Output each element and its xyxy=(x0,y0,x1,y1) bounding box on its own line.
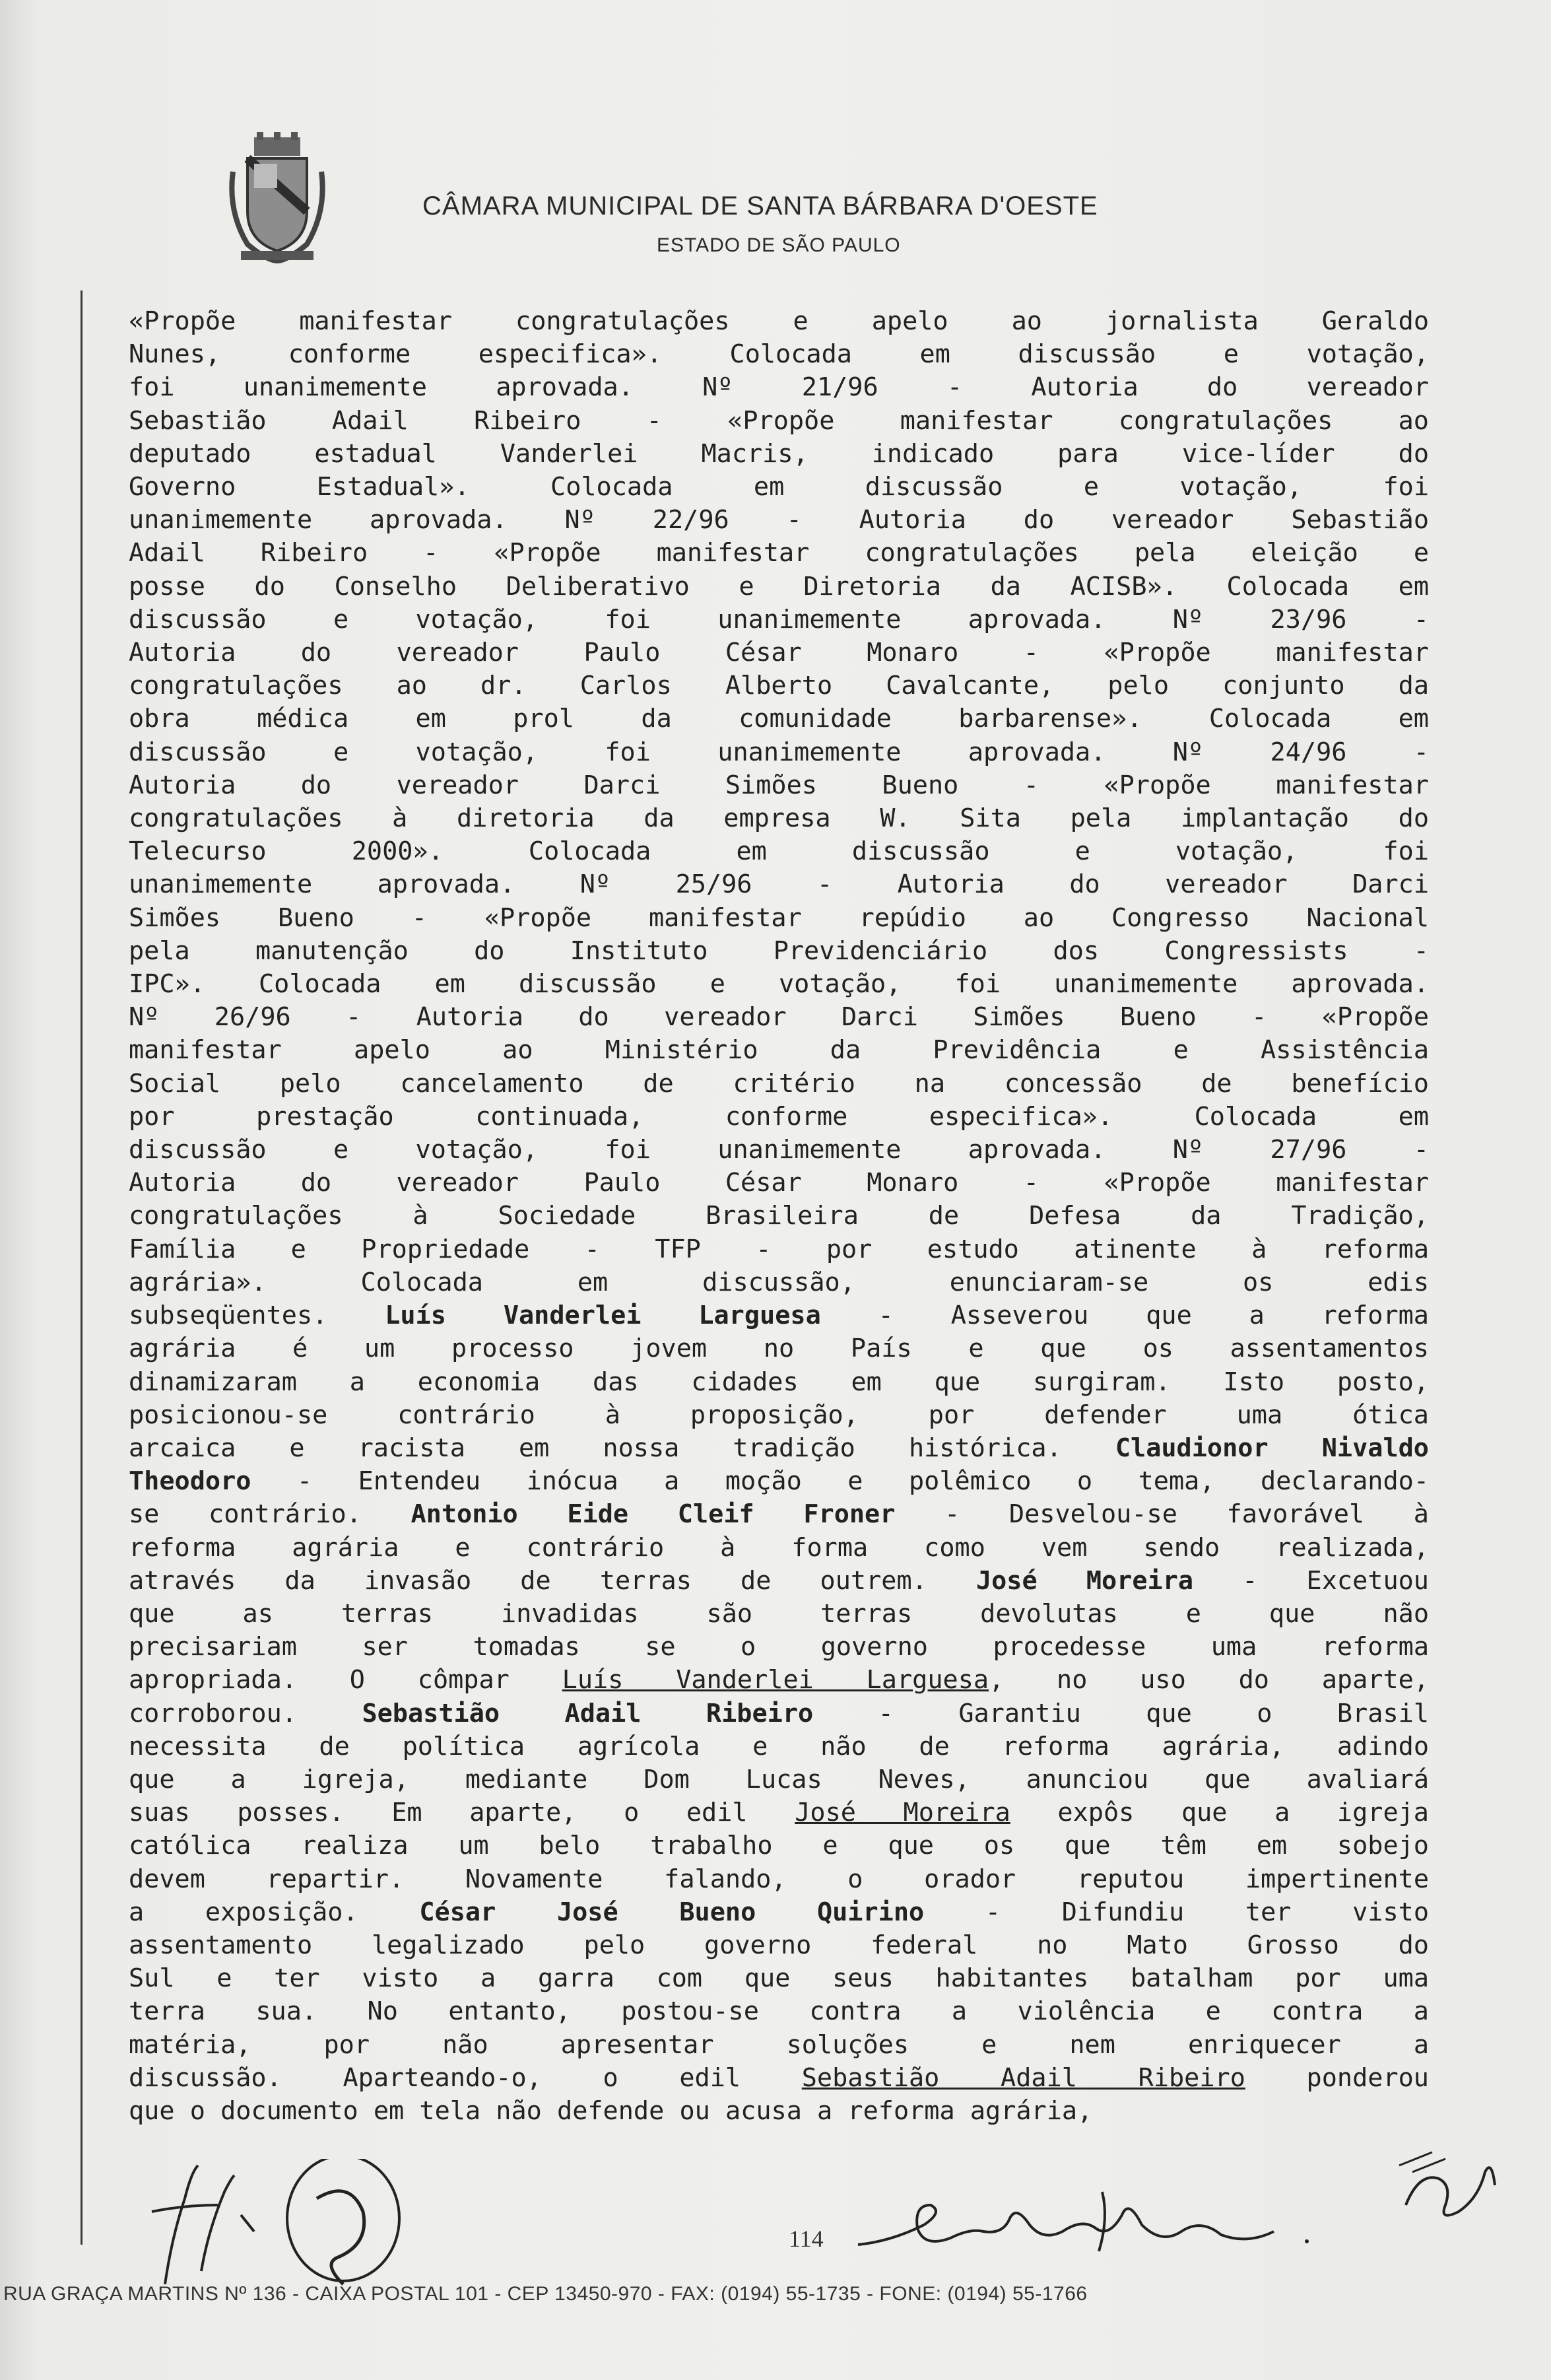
speaker-name: César José Bueno Quirino xyxy=(419,1897,925,1927)
text-line xyxy=(129,935,1429,968)
text-line xyxy=(129,1730,1429,1763)
underlined-name: Luís Vanderlei Larguesa xyxy=(562,1665,989,1695)
text-line xyxy=(129,1763,1429,1796)
text-segment: discussão. Aparteando-o, o edil xyxy=(129,2062,802,2093)
text-line xyxy=(129,1631,1429,1664)
text-segment: Autoria do vereador Darci Simões Bueno - «Propõe manifestar xyxy=(129,770,1429,800)
text-line xyxy=(129,868,1429,901)
text-segment: devem repartir. Novamente falando, o orador reputou impertinente xyxy=(129,1864,1429,1894)
text-segment: Social pelo cancelamento de critério na concessão de benefício xyxy=(129,1068,1429,1099)
text-segment: Sebastião Adail Ribeiro - «Propõe manifestar congratulações ao xyxy=(129,405,1429,436)
text-segment: Telecurso 2000». Colocada em discussão e votação, foi xyxy=(129,836,1429,867)
text-segment: discussão e votação, foi unanimemente aprovada. Nº 27/96 - xyxy=(129,1135,1429,1165)
text-segment: através da invasão de terras de outrem. xyxy=(129,1565,976,1596)
underlined-name: Sebastião Adail Ribeiro xyxy=(801,2062,1245,2093)
text-line xyxy=(129,1332,1429,1365)
text-segment: assentamento legalizado pelo governo federal no Mato Grosso do xyxy=(129,1930,1429,1960)
speaker-name: José Moreira xyxy=(975,1565,1194,1596)
handwritten-signature-left xyxy=(125,2159,495,2291)
text-line xyxy=(129,1200,1429,1233)
text-line xyxy=(129,1796,1429,1829)
text-segment: congratulações à Sociedade Brasileira de Defesa da Tradição, xyxy=(129,1201,1429,1231)
text-segment: reforma agrária e contrário à forma como vem sendo realizada, xyxy=(129,1532,1429,1563)
text-line xyxy=(129,968,1429,1001)
text-segment: por prestação continuada, conforme especifica». Colocada em xyxy=(129,1101,1429,1132)
text-segment: ponderou xyxy=(1245,2062,1429,2093)
text-line xyxy=(129,2029,1429,2062)
text-line xyxy=(129,305,1429,338)
text-segment: expôs que a igreja xyxy=(1010,1798,1429,1828)
text-segment: manifestar apelo ao Ministério da Previdência e Assistência xyxy=(129,1035,1429,1066)
text-line xyxy=(129,1995,1429,2028)
text-line xyxy=(129,1001,1429,1034)
text-line xyxy=(129,338,1429,371)
text-line xyxy=(129,1532,1429,1565)
text-segment: posse do Conselho Deliberativo e Diretoria da ACISB». Colocada em xyxy=(129,571,1429,601)
text-line xyxy=(129,1101,1429,1134)
municipal-coat-of-arms-icon xyxy=(228,132,327,264)
text-line xyxy=(129,1962,1429,1995)
text-segment: unanimemente aprovada. Nº 22/96 - Autoria do vereador Sebastião xyxy=(129,505,1429,535)
minutes-body-text xyxy=(129,305,1429,2128)
text-segment: - Asseverou que a reforma xyxy=(820,1301,1429,1331)
text-line xyxy=(129,802,1429,835)
text-segment: posicionou-se contrário à proposição, por defender uma ótica xyxy=(129,1400,1429,1430)
text-line xyxy=(129,1565,1429,1598)
text-line xyxy=(129,1697,1429,1730)
text-line xyxy=(129,902,1429,935)
text-line xyxy=(129,1829,1429,1862)
text-segment: arcaica e racista em nossa tradição histórica. xyxy=(129,1433,1115,1463)
text-segment: - Garantiu que o Brasil xyxy=(813,1698,1429,1728)
speaker-name: Luís Vanderlei Larguesa xyxy=(385,1301,821,1331)
text-line xyxy=(129,504,1429,537)
speaker-name: Antonio Eide Cleif Froner xyxy=(411,1499,896,1530)
text-line xyxy=(129,1366,1429,1399)
text-segment: Nº 26/96 - Autoria do vereador Darci Simões Bueno - «Propõe xyxy=(129,1002,1429,1033)
handwritten-initials-right xyxy=(1393,2146,1505,2231)
text-segment: apropriada. O cômpar xyxy=(129,1665,562,1695)
text-line xyxy=(129,1664,1429,1697)
text-line xyxy=(129,371,1429,404)
handwritten-signature-center xyxy=(851,2179,1353,2264)
text-segment: Sul e ter visto a garra com que seus habitantes batalham por uma xyxy=(129,1963,1429,1994)
text-line xyxy=(129,1863,1429,1896)
letterhead-footer xyxy=(0,2276,1551,2316)
text-segment: agrária». Colocada em discussão, enunciaram-se os edis xyxy=(129,1267,1429,1297)
text-segment: congratulações ao dr. Carlos Alberto Cavalcante, pelo conjunto da xyxy=(129,671,1429,701)
text-line xyxy=(129,570,1429,603)
text-line xyxy=(129,1498,1429,1531)
text-segment: que as terras invadidas são terras devolutas e que não xyxy=(129,1598,1429,1629)
footer-address: RUA GRAÇA MARTINS Nº 136 - CAIXA POSTAL 101 - CEP 13450-970 - FAX: (0194) 55-1735 - FONE: (0194) 55-1766 xyxy=(3,2283,1088,2305)
text-segment: corroborou. xyxy=(129,1698,362,1728)
text-line xyxy=(129,405,1429,438)
text-segment: discussão e votação, foi unanimemente aprovada. Nº 23/96 - xyxy=(129,604,1429,634)
text-line xyxy=(129,2062,1429,2095)
text-line xyxy=(129,769,1429,802)
text-segment: - Difundiu ter visto xyxy=(924,1897,1430,1927)
text-line xyxy=(129,636,1429,669)
text-line xyxy=(129,702,1429,735)
text-segment: precisariam ser tomadas se o governo procedesse uma reforma xyxy=(129,1632,1429,1662)
text-line xyxy=(129,537,1429,570)
text-segment: unanimemente aprovada. Nº 25/96 - Autoria do vereador Darci xyxy=(129,869,1429,900)
text-line xyxy=(129,1432,1429,1465)
speaker-name: Sebastião Adail Ribeiro xyxy=(362,1698,814,1728)
text-segment: suas posses. Em aparte, o edil xyxy=(129,1798,795,1828)
text-segment: Governo Estadual». Colocada em discussão e votação, foi xyxy=(129,472,1429,502)
text-segment: que o documento em tela não defende ou acusa a reforma agrária, xyxy=(129,2095,1093,2126)
text-line xyxy=(129,1299,1429,1332)
text-line xyxy=(129,1134,1429,1167)
text-segment: necessita de política agrícola e não de reforma agrária, adindo xyxy=(129,1731,1429,1761)
text-segment: foi unanimemente aprovada. Nº 21/96 - Autoria do vereador xyxy=(129,372,1429,403)
text-line xyxy=(129,1068,1429,1101)
text-line xyxy=(129,1266,1429,1299)
text-line xyxy=(129,1465,1429,1498)
chamber-name: CÂMARA MUNICIPAL DE SANTA BÁRBARA D'OESTE xyxy=(422,191,1098,221)
text-segment: agrária é um processo jovem no País e que os assentamentos xyxy=(129,1334,1429,1364)
text-line xyxy=(129,669,1429,702)
margin-rule xyxy=(81,290,82,2245)
text-line xyxy=(129,1598,1429,1631)
text-segment: , no uso do aparte, xyxy=(989,1665,1429,1695)
letterhead xyxy=(0,132,1551,290)
text-segment: Autoria do vereador Paulo César Monaro - «Propõe manifestar xyxy=(129,638,1429,668)
text-segment: pela manutenção do Instituto Previdenciário dos Congressists - xyxy=(129,935,1429,966)
text-line xyxy=(129,1167,1429,1200)
text-segment: «Propõe manifestar congratulações e apelo ao jornalista Geraldo xyxy=(129,306,1429,336)
text-line xyxy=(129,1034,1429,1067)
text-segment: congratulações à diretoria da empresa W. Sita pela implantação do xyxy=(129,803,1429,834)
text-segment: subseqüentes. xyxy=(129,1301,385,1331)
underlined-name: José Moreira xyxy=(795,1798,1010,1828)
text-segment: Nunes, conforme especifica». Colocada em discussão e votação, xyxy=(129,339,1429,370)
text-segment: terra sua. No entanto, postou-se contra a violência e contra a xyxy=(129,1996,1429,2027)
text-line xyxy=(129,1896,1429,1929)
text-segment: obra médica em prol da comunidade barbarense». Colocada em xyxy=(129,704,1429,734)
text-line xyxy=(129,1399,1429,1432)
text-segment: que a igreja, mediante Dom Lucas Neves, anunciou que avaliará xyxy=(129,1764,1429,1794)
text-segment: Adail Ribeiro - «Propõe manifestar congratulações pela eleição e xyxy=(129,538,1429,568)
state-name: ESTADO DE SÃO PAULO xyxy=(657,234,901,256)
text-line xyxy=(129,1929,1429,1962)
page-number: 114 xyxy=(789,2226,824,2252)
text-line xyxy=(129,2095,1429,2128)
text-line xyxy=(129,603,1429,636)
speaker-name: Theodoro xyxy=(129,1466,251,1497)
text-segment: - Excetuou xyxy=(1193,1565,1429,1596)
text-line xyxy=(129,471,1429,504)
speaker-name: Claudionor Nivaldo xyxy=(1115,1433,1429,1463)
text-line xyxy=(129,438,1429,471)
text-segment: deputado estadual Vanderlei Macris, indicado para vice-líder do xyxy=(129,438,1429,469)
text-segment: se contrário. xyxy=(129,1499,411,1530)
text-segment: católica realiza um belo trabalho e que os que têm em sobejo xyxy=(129,1831,1429,1861)
text-segment: - Desvelou-se favorável à xyxy=(895,1499,1429,1530)
text-segment: a exposição. xyxy=(129,1897,420,1927)
text-segment: matéria, por não apresentar soluções e nem enriquecer a xyxy=(129,2029,1429,2060)
text-line xyxy=(129,835,1429,868)
text-segment: Família e Propriedade - TFP - por estudo atinente à reforma xyxy=(129,1234,1429,1264)
text-segment: Autoria do vereador Paulo César Monaro - «Propõe manifestar xyxy=(129,1168,1429,1198)
text-segment: dinamizaram a economia das cidades em que surgiram. Isto posto, xyxy=(129,1367,1429,1397)
text-line xyxy=(129,1233,1429,1266)
text-segment: IPC». Colocada em discussão e votação, foi unanimemente aprovada. xyxy=(129,969,1429,1000)
text-segment: - Entendeu inócua a moção e polêmico o tema, declarando- xyxy=(251,1466,1429,1497)
text-segment: Simões Bueno - «Propõe manifestar repúdio ao Congresso Nacional xyxy=(129,902,1429,933)
text-segment: discussão e votação, foi unanimemente aprovada. Nº 24/96 - xyxy=(129,737,1429,767)
text-line xyxy=(129,736,1429,769)
